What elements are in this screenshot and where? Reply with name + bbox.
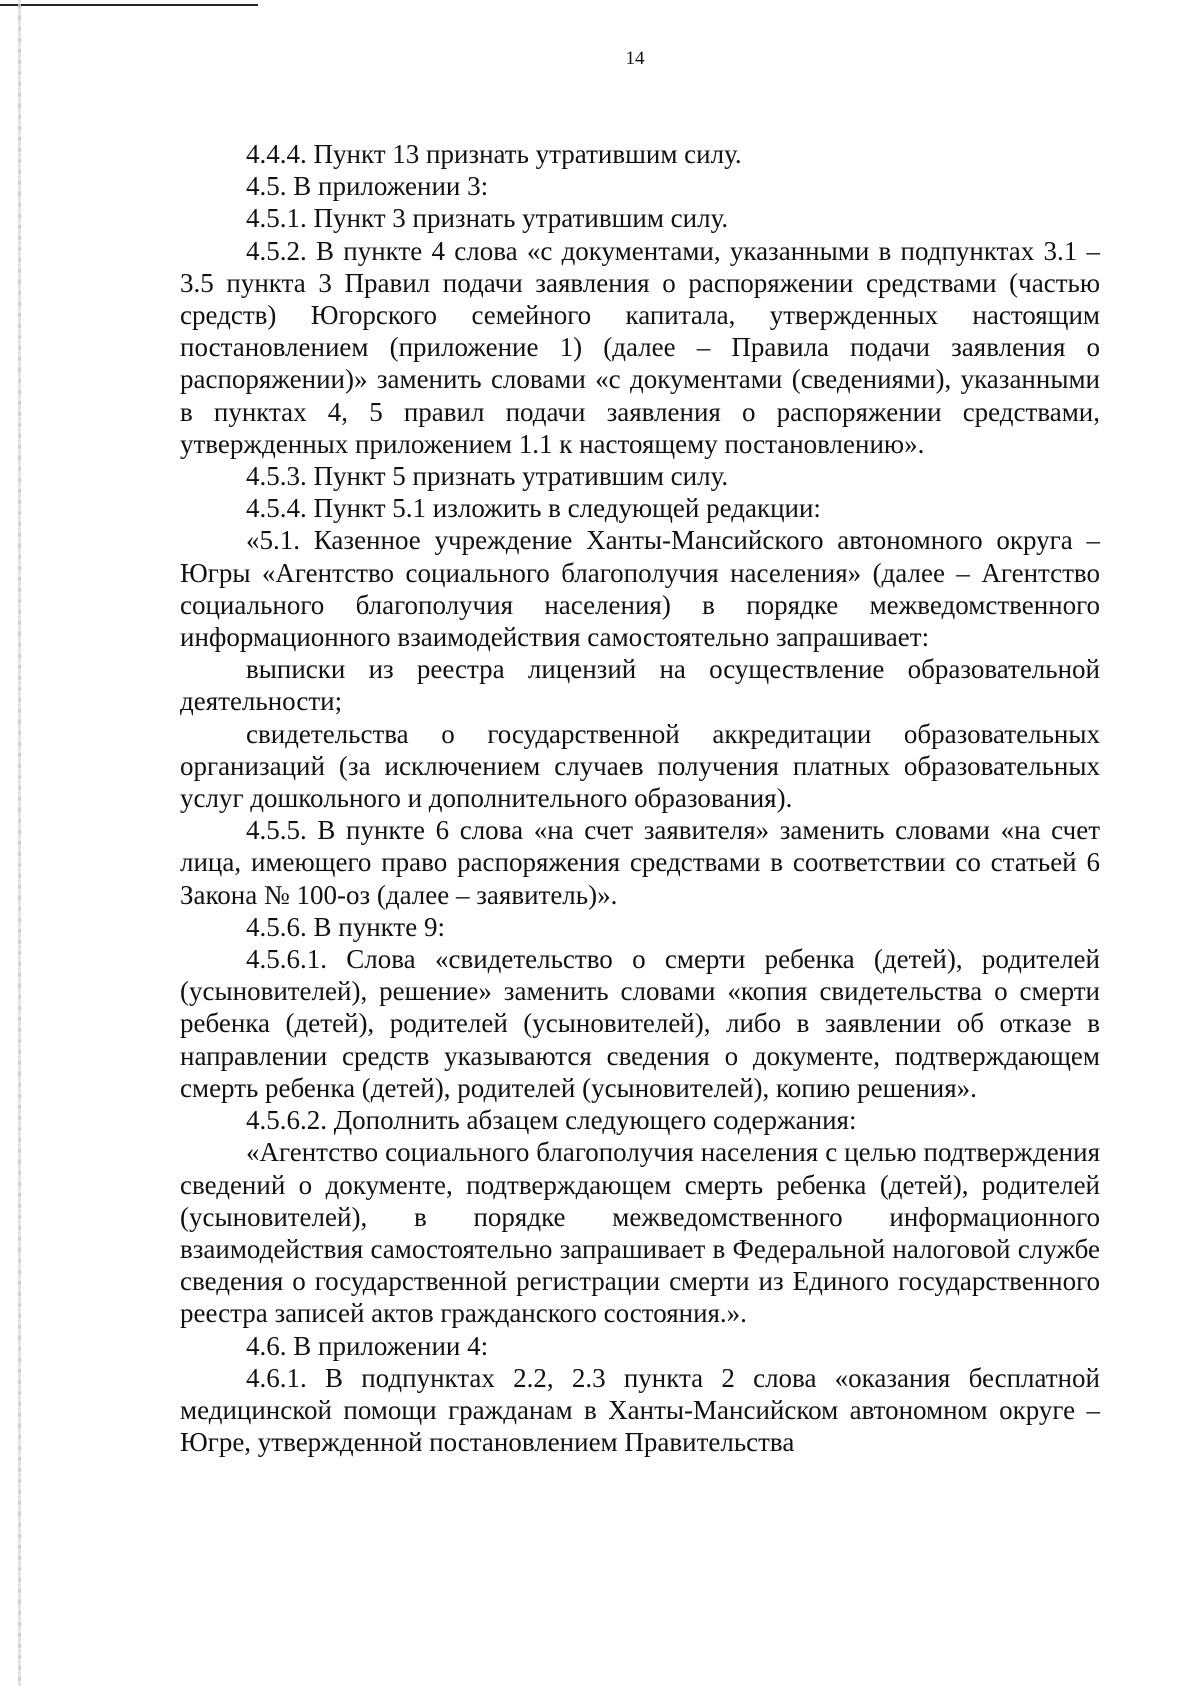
paragraph-4-5-6-2: 4.5.6.2. Дополнить абзацем следующего содержания: [246, 1105, 857, 1136]
paragraph-4-6-1: 4.6.1. В подпунктах 2.2, 2.3 пункта 2 слова «оказания бесплатной медицинской помощи гражданам в Ханты-Мансийском автономном округе – Югре, утвержденной постановлением Правительства [180, 1362, 1100, 1458]
paragraph-accreditation: свидетельства о государственной аккредитации образовательных организаций (за исключением случаев получения платных образовательных услуг дошкольного и дополнительного образования). [180, 718, 1100, 814]
paragraph-4-6: 4.6. В приложении 4: [246, 1330, 489, 1361]
scan-left-edge [18, 0, 21, 1686]
page-number: 14 [625, 48, 645, 69]
paragraph-4-5-5: 4.5.5. В пункте 6 слова «на счет заявителя» заменить словами «на счет лица, имеющего право распоряжения средствами в соответствии со статьей 6 Закона № 100-оз (далее – заявитель)». [180, 815, 1100, 910]
paragraph-4-5-6: 4.5.6. В пункте 9: [246, 911, 445, 942]
paragraph-5-1-quote: «5.1. Казенное учреждение Ханты-Мансийского автономного округа – Югры «Агентство социального благополучия населения» (далее – Агентство социального благополучия населения) в порядке межведомственного информационного взаимодействия самостоятельно запрашивает: [180, 525, 1100, 653]
paragraph-4-5-6-1: 4.5.6.1. Слова «свидетельство о смерти ребенка (детей), родителей (усыновителей), решение» заменить словами «копия свидетельства о смерти ребенка (детей), родителей (усыновителей), либо в заявлении об отказе в направлении средств указываются сведения о документе, подтверждающем смерть ребенка (детей), родителей (усыновителей), копию решения». [180, 944, 1100, 1103]
paragraph-4-5: 4.5. В приложении 3: [246, 171, 489, 202]
paragraph-4-5-1: 4.5.1. Пункт 3 признать утратившим силу. [246, 203, 729, 234]
paragraph-4-4-4: 4.4.4. Пункт 13 признать утратившим силу. [246, 139, 742, 169]
scan-top-line [0, 4, 258, 6]
paragraph-license-extracts: выписки из реестра лицензий на осуществление образовательной деятельности; [180, 654, 1100, 717]
paragraph-4-5-3: 4.5.3. Пункт 5 признать утратившим силу. [246, 461, 729, 492]
document-body [180, 138, 1100, 1458]
paragraph-4-5-2: 4.5.2. В пункте 4 слова «с документами, указанными в подпунктах 3.1 – 3.5 пункта 3 Правил подачи заявления о распоряжении средствами (частью средств) Югорского семейного капитала, утвержденных настоящим постановлением (приложение 1) (далее – Правила подачи заявления о распоряжении)» заменить словами «с документами (сведениями), указанными в пунктах 4, 5 правил подачи заявления о распоряжении средствами, утвержденных приложением 1.1 к настоящему постановлению». [180, 235, 1100, 459]
paragraph-agency-quote: «Агентство социального благополучия населения с целью подтверждения сведений о документе, подтверждающем смерть ребенка (детей), родителей (усыновителей), в порядке межведомственного информационного взаимодействия самостоятельно запрашивает в Федеральной налоговой службе сведения о государственной регистрации смерти из Единого государственного реестра записей актов гражданского состояния.». [180, 1137, 1100, 1329]
paragraph-4-5-4: 4.5.4. Пункт 5.1 изложить в следующей редакции: [246, 493, 821, 524]
